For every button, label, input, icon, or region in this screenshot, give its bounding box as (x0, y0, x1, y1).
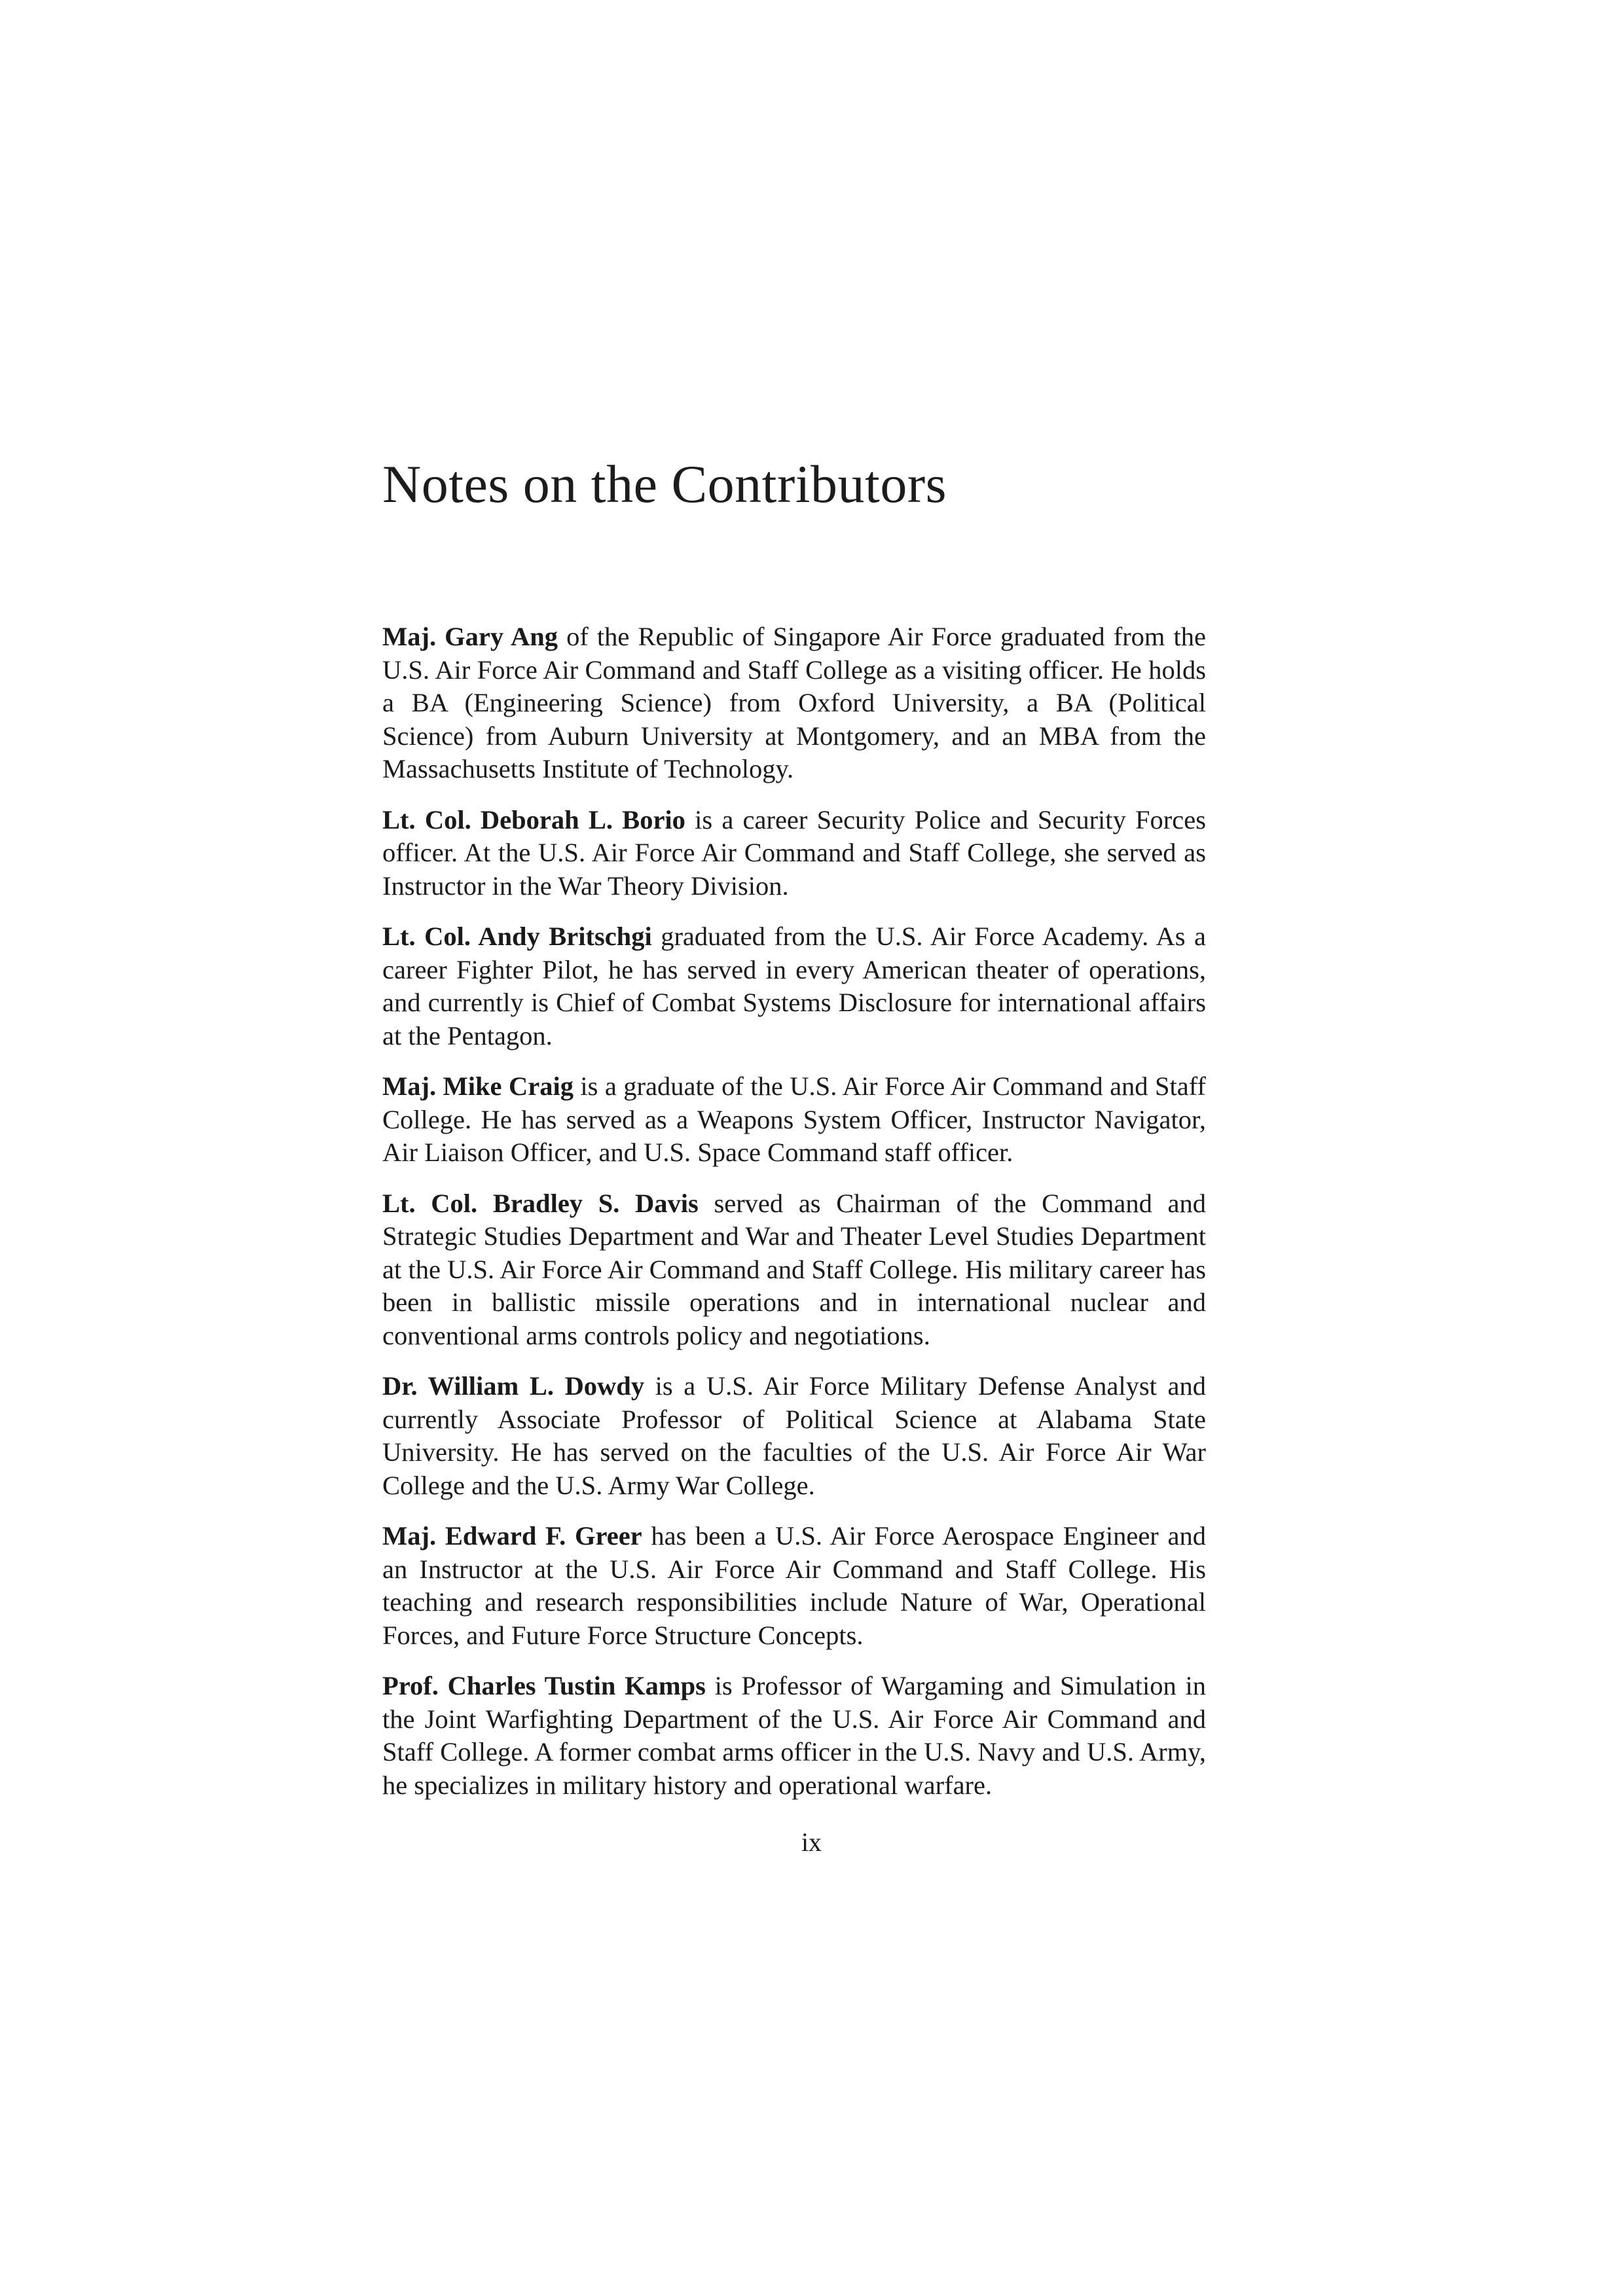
page-title: Notes on the Contributors (382, 454, 947, 514)
page-number: ix (801, 1827, 822, 1857)
contributor-entry (382, 1070, 1206, 1170)
contributor-list (382, 620, 1206, 1820)
contributor-bio: of the Republic of Singapore Air Force graduated from the U.S. Air Force Air Command and Staff College as a visiting officer. He holds a BA (Engineering Science) from Oxford University, a BA (Political Science) from Auburn University at Montgomery, and an MBA from the Massachusetts Institute of Technology. (382, 622, 1206, 783)
contributor-name: Lt. Col. Bradley S. Davis (382, 1188, 699, 1218)
contributor-name: Lt. Col. Deborah L. Borio (382, 804, 685, 834)
contributor-bio: is a U.S. Air Force Military Defense Analyst and currently Associate Professor of Political Science at Alabama State University. He has served on the faculties of the U.S. Air Force Air War College and the U.S. Army War College. (382, 1371, 1206, 1500)
contributor-name: Lt. Col. Andy Britschgi (382, 922, 652, 951)
contributor-name: Dr. William L. Dowdy (382, 1371, 645, 1401)
contributor-bio: is a graduate of the U.S. Air Force Air Command and Staff College. He has served as a Weapons System Officer, Instructor Navigator, Air Liaison Officer, and U.S. Space Command staff officer. (382, 1071, 1206, 1167)
contributor-entry (382, 1187, 1206, 1353)
contributor-entry (382, 920, 1206, 1052)
contributor-entry (382, 1670, 1206, 1802)
contributor-entry (382, 1370, 1206, 1502)
contributor-name: Maj. Edward F. Greer (382, 1521, 642, 1551)
contributor-entry (382, 620, 1206, 786)
contributor-name: Maj. Gary Ang (382, 622, 558, 651)
contributor-entry (382, 804, 1206, 903)
contributor-entry (382, 1520, 1206, 1652)
contributor-bio: graduated from the U.S. Air Force Academy. As a career Fighter Pilot, he has served in every American theater of operations, and currently is Chief of Combat Systems Disclosure for international affairs at the Pentagon. (382, 922, 1206, 1050)
contributor-bio: is Professor of Wargaming and Simulation in the Joint Warfighting Department of the U.S. Air Force Air Command and Staff College. A former combat arms officer in the U.S. Navy and U.S. Army, he specializes in military history and operational warfare. (382, 1671, 1206, 1800)
contributor-name: Maj. Mike Craig (382, 1071, 574, 1101)
contributor-bio: has been a U.S. Air Force Aerospace Engineer and an Instructor at the U.S. Air Force Air Command and Staff College. His teaching and research responsibilities include Nature of War, Operational Forces, and Future Force Structure Concepts. (382, 1521, 1206, 1650)
contributor-bio: served as Chairman of the Command and Strategic Studies Department and War and Theater Level Studies Department at the U.S. Air Force Air Command and Staff College. His military career has been in ballistic missile operations and in international nuclear and conventional arms controls policy and negotiations. (382, 1188, 1206, 1350)
contributor-bio: is a career Security Police and Security Forces officer. At the U.S. Air Force Air Command and Staff College, she served as Instructor in the War Theory Division. (382, 804, 1206, 901)
contributor-name: Prof. Charles Tustin Kamps (382, 1671, 706, 1700)
